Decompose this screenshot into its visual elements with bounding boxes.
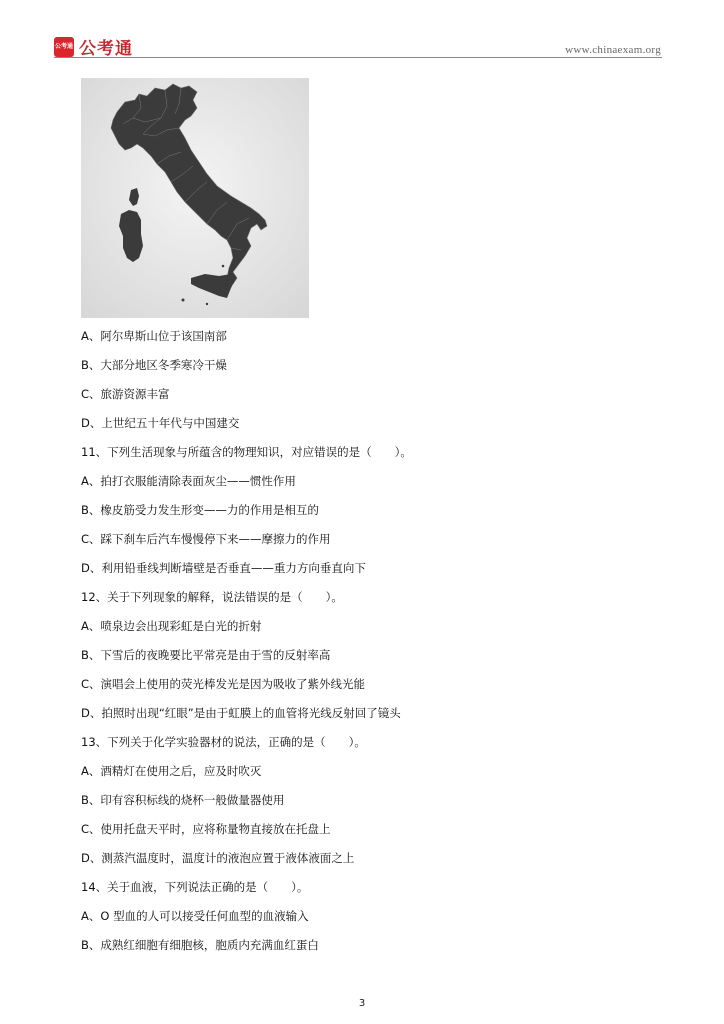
text-line: 14、关于血液，下列说法正确的是（ ）。 [81, 880, 309, 894]
page-header [0, 0, 724, 60]
text-line: A、酒精灯在使用之后，应及时吹灭 [81, 764, 262, 778]
text-line: C、演唱会上使用的荧光棒发光是因为吸收了紫外线光能 [81, 677, 366, 691]
text-line: A、阿尔卑斯山位于该国南部 [81, 329, 227, 343]
site-url[interactable]: www.chinaexam.org [565, 44, 661, 56]
logo-text: 公考通 [79, 39, 133, 59]
text-line: A、喷泉边会出现彩虹是白光的折射 [81, 619, 262, 633]
text-line: B、大部分地区冬季寒冷干燥 [81, 358, 227, 372]
text-line: C、踩下刹车后汽车慢慢停下来——摩擦力的作用 [81, 532, 331, 546]
header-divider [54, 57, 662, 58]
text-line: B、成熟红细胞有细胞核，胞质内充满血红蛋白 [81, 938, 319, 952]
island-dot [182, 299, 185, 302]
text-line: 11、下列生活现象与所蕴含的物理知识，对应错误的是（ ）。 [81, 445, 412, 459]
text-line: A、O 型血的人可以接受任何血型的血液输入 [81, 909, 309, 923]
island-dot [206, 303, 208, 305]
text-line: B、下雪后的夜晚要比平常亮是由于雪的反射率高 [81, 648, 331, 662]
brand-logo[interactable] [54, 34, 133, 59]
text-line: B、橡皮筋受力发生形变——力的作用是相互的 [81, 503, 319, 517]
text-line: 12、关于下列现象的解释，说法错误的是（ ）。 [81, 590, 343, 604]
text-line: D、拍照时出现“红眼”是由于虹膜上的血管将光线反射回了镜头 [81, 706, 401, 720]
text-line: B、印有容积标线的烧杯一般做量器使用 [81, 793, 285, 807]
text-line: D、利用铅垂线判断墙壁是否垂直——重力方向垂直向下 [81, 561, 366, 575]
text-line: D、上世纪五十年代与中国建交 [81, 416, 240, 430]
text-line: D、测蒸汽温度时，温度计的液泡应置于液体液面之上 [81, 851, 355, 865]
text-line: A、拍打衣服能清除表面灰尘——惯性作用 [81, 474, 296, 488]
logo-badge-icon: 公考通 [54, 37, 74, 57]
page-number: 3 [358, 998, 366, 1009]
text-line: C、使用托盘天平时，应将称量物直接放在托盘上 [81, 822, 331, 836]
italy-map-image [81, 78, 309, 318]
question-text [81, 322, 661, 960]
text-line: C、旅游资源丰富 [81, 387, 170, 401]
text-line: 13、下列关于化学实验器材的说法，正确的是（ ）。 [81, 735, 366, 749]
island-dot [222, 265, 225, 268]
